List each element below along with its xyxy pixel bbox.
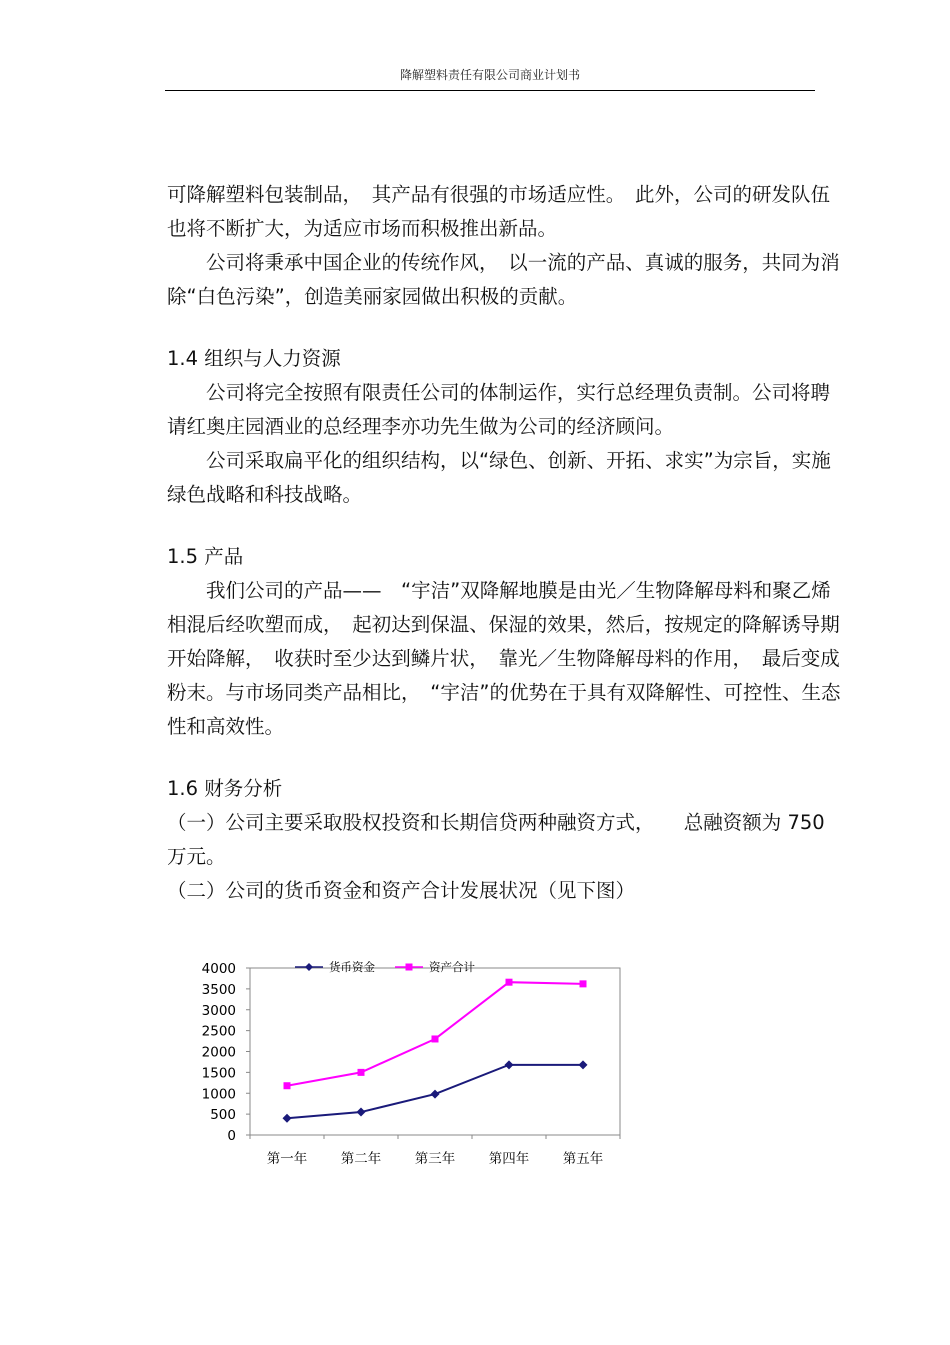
y-tick-label: 0 bbox=[227, 1128, 236, 1144]
section-1-4-paragraph-1: 公司将完全按照有限责任公司的体制运作，实行总经理负责制。公司将聘请红奥庄园酒业的总经理李亦功先生做为公司的经济顾问。 bbox=[167, 381, 831, 438]
page-header-title: 降解塑料责任有限公司商业计划书 bbox=[399, 68, 580, 82]
x-tick-label: 第二年 bbox=[340, 1151, 382, 1167]
y-tick-label: 2000 bbox=[201, 1044, 236, 1061]
section-1-6-item-2: （二）公司的货币资金和资产合计发展状况（见下图） bbox=[167, 879, 636, 902]
series-1-point bbox=[431, 1090, 440, 1099]
legend-marker bbox=[406, 964, 413, 971]
legend-label: 资产合计 bbox=[429, 960, 475, 974]
y-tick-label: 2500 bbox=[201, 1023, 236, 1040]
header-divider bbox=[165, 90, 815, 91]
section-1-5-heading: 1.5 产品 bbox=[167, 545, 244, 568]
series-2-point bbox=[506, 979, 513, 986]
series-1-point bbox=[283, 1114, 292, 1123]
chart-svg bbox=[190, 955, 630, 1180]
legend-marker bbox=[305, 963, 313, 971]
section-1-4-paragraph-2: 公司采取扁平化的组织结构，以“绿色、创新、开拓、求实”为宗旨，实施绿色战略和科技战略。 bbox=[167, 449, 831, 506]
x-tick-label: 第五年 bbox=[562, 1151, 604, 1167]
y-tick-label: 1500 bbox=[201, 1065, 236, 1082]
series-2-point bbox=[284, 1082, 291, 1089]
intro-paragraph-2: 公司将秉承中国企业的传统作风， 以一流的产品、真诚的服务，共同为消除“白色污染”，创造美丽家园做出积极的贡献。 bbox=[167, 251, 840, 308]
legend-label: 货币资金 bbox=[329, 960, 375, 974]
section-1-4-heading: 1.4 组织与人力资源 bbox=[167, 347, 341, 370]
series-2-point bbox=[432, 1035, 439, 1042]
section-1-5-paragraph-1: 我们公司的产品—— “宇洁”双降解地膜是由光／生物降解母料和聚乙烯相混后经吹塑而成， 起初达到保温、保湿的效果，然后，按规定的降解诱导期开始降解， 收获时至少达到鳞片状， 靠光／生物降解母料的作用， 最后变成粉末。与市场同类产品相比， “宇洁”的优势在于具有双降解性、可控性、生态性和高效性。 bbox=[167, 579, 841, 738]
series-line-2 bbox=[287, 982, 583, 1086]
intro-paragraph-1: 可降解塑料包装制品， 其产品有很强的市场适应性。 此外，公司的研发队伍也将不断扩大，为适应市场而积极推出新品。 bbox=[167, 183, 831, 240]
y-tick-label: 3500 bbox=[201, 981, 236, 998]
finance-line-chart bbox=[190, 955, 630, 1180]
x-tick-label: 第三年 bbox=[414, 1151, 456, 1167]
section-1-6-item-1: （一）公司主要采取股权投资和长期信贷两种融资方式， 总融资额为 750 万元。 bbox=[167, 811, 825, 868]
plot-frame bbox=[250, 968, 620, 1135]
y-tick-label: 500 bbox=[210, 1107, 236, 1124]
series-1-point bbox=[579, 1060, 588, 1069]
series-1-point bbox=[505, 1060, 514, 1069]
y-tick-label: 1000 bbox=[201, 1086, 236, 1103]
x-tick-label: 第一年 bbox=[266, 1151, 308, 1167]
series-1-point bbox=[357, 1108, 366, 1117]
y-tick-label: 4000 bbox=[201, 961, 236, 977]
series-2-point bbox=[580, 980, 587, 987]
y-tick-label: 3000 bbox=[201, 1002, 236, 1019]
document-body bbox=[167, 178, 847, 908]
x-tick-label: 第四年 bbox=[488, 1151, 530, 1167]
series-2-point bbox=[358, 1069, 365, 1076]
section-1-6-heading: 1.6 财务分析 bbox=[167, 777, 283, 800]
